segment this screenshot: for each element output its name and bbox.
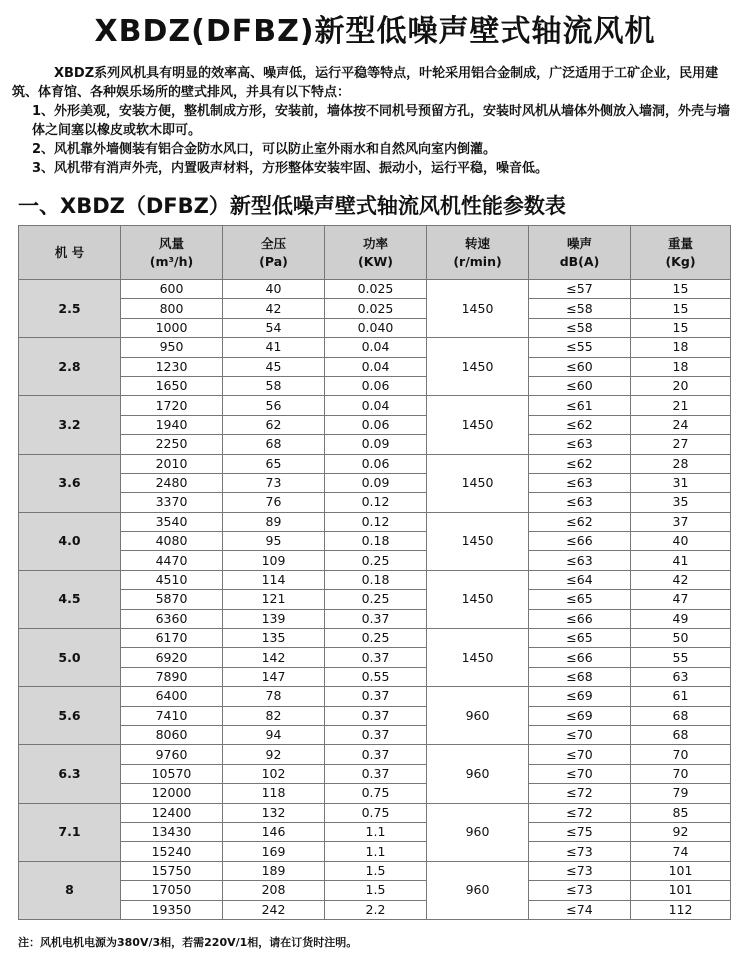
airflow-cell: 9760	[121, 745, 223, 764]
table-row	[19, 473, 731, 492]
weight-cell: 112	[631, 900, 731, 919]
pressure-cell: 89	[223, 512, 325, 531]
header-power: 功率 (KW)	[325, 226, 427, 280]
pressure-cell: 58	[223, 376, 325, 395]
speed-cell: 960	[427, 745, 529, 803]
noise-cell: ≤70	[529, 764, 631, 783]
airflow-cell: 2250	[121, 435, 223, 454]
noise-cell: ≤65	[529, 590, 631, 609]
table-row	[19, 318, 731, 337]
pressure-cell: 102	[223, 764, 325, 783]
power-cell: 0.04	[325, 396, 427, 415]
weight-cell: 41	[631, 551, 731, 570]
table-row	[19, 590, 731, 609]
weight-cell: 55	[631, 648, 731, 667]
pressure-cell: 146	[223, 822, 325, 841]
weight-cell: 85	[631, 803, 731, 822]
model-cell: 8	[19, 861, 121, 919]
power-cell: 1.1	[325, 822, 427, 841]
model-cell: 2.5	[19, 280, 121, 338]
weight-cell: 24	[631, 415, 731, 434]
pressure-cell: 56	[223, 396, 325, 415]
power-cell: 0.04	[325, 338, 427, 357]
pressure-cell: 76	[223, 493, 325, 512]
table-row	[19, 842, 731, 861]
airflow-cell: 4510	[121, 570, 223, 589]
airflow-cell: 1230	[121, 357, 223, 376]
power-cell: 0.025	[325, 299, 427, 318]
airflow-cell: 4080	[121, 532, 223, 551]
airflow-cell: 10570	[121, 764, 223, 783]
noise-cell: ≤63	[529, 473, 631, 492]
weight-cell: 40	[631, 532, 731, 551]
airflow-cell: 5870	[121, 590, 223, 609]
weight-cell: 92	[631, 822, 731, 841]
airflow-cell: 6170	[121, 629, 223, 648]
noise-cell: ≤63	[529, 551, 631, 570]
airflow-cell: 1000	[121, 318, 223, 337]
power-cell: 1.1	[325, 842, 427, 861]
footnote: 注：风机电机电源为380V/3相，若需220V/1相，请在订货时注明。	[18, 936, 358, 949]
power-cell: 0.37	[325, 745, 427, 764]
header-speed: 转速 (r/min)	[427, 226, 529, 280]
airflow-cell: 17050	[121, 881, 223, 900]
pressure-cell: 114	[223, 570, 325, 589]
airflow-cell: 4470	[121, 551, 223, 570]
noise-cell: ≤58	[529, 318, 631, 337]
noise-cell: ≤73	[529, 881, 631, 900]
airflow-cell: 8060	[121, 725, 223, 744]
weight-cell: 49	[631, 609, 731, 628]
power-cell: 1.5	[325, 861, 427, 880]
airflow-cell: 15750	[121, 861, 223, 880]
speed-cell: 960	[427, 803, 529, 861]
section-title: 一、XBDZ（DFBZ）新型低噪声壁式轴流风机性能参数表	[18, 194, 566, 218]
pressure-cell: 73	[223, 473, 325, 492]
airflow-cell: 1940	[121, 415, 223, 434]
speed-cell: 1450	[427, 280, 529, 338]
pressure-cell: 78	[223, 687, 325, 706]
noise-cell: ≤72	[529, 784, 631, 803]
airflow-cell: 1650	[121, 376, 223, 395]
power-cell: 1.5	[325, 881, 427, 900]
pressure-cell: 95	[223, 532, 325, 551]
airflow-cell: 12000	[121, 784, 223, 803]
power-cell: 0.37	[325, 706, 427, 725]
table-row	[19, 687, 731, 706]
page-title: XBDZ(DFBZ)新型低噪声壁式轴流风机	[94, 14, 656, 49]
table-row	[19, 648, 731, 667]
noise-cell: ≤66	[529, 532, 631, 551]
model-cell: 4.5	[19, 570, 121, 628]
pressure-cell: 118	[223, 784, 325, 803]
model-cell: 5.0	[19, 629, 121, 687]
weight-cell: 15	[631, 280, 731, 299]
header-airflow: 风量 (m³/h)	[121, 226, 223, 280]
power-cell: 0.37	[325, 648, 427, 667]
power-cell: 0.18	[325, 532, 427, 551]
model-cell: 7.1	[19, 803, 121, 861]
weight-cell: 31	[631, 473, 731, 492]
airflow-cell: 800	[121, 299, 223, 318]
weight-cell: 63	[631, 667, 731, 686]
table-row	[19, 629, 731, 648]
noise-cell: ≤61	[529, 396, 631, 415]
weight-cell: 15	[631, 318, 731, 337]
model-cell: 2.8	[19, 338, 121, 396]
pressure-cell: 62	[223, 415, 325, 434]
table-row	[19, 435, 731, 454]
pressure-cell: 132	[223, 803, 325, 822]
noise-cell: ≤74	[529, 900, 631, 919]
power-cell: 0.75	[325, 784, 427, 803]
table-row	[19, 609, 731, 628]
speed-cell: 960	[427, 687, 529, 745]
table-header-row	[19, 226, 731, 280]
table-row	[19, 493, 731, 512]
airflow-cell: 600	[121, 280, 223, 299]
power-cell: 0.25	[325, 590, 427, 609]
weight-cell: 79	[631, 784, 731, 803]
table-row	[19, 532, 731, 551]
intro-text	[12, 64, 742, 178]
performance-table	[18, 225, 731, 920]
model-cell: 3.2	[19, 396, 121, 454]
pressure-cell: 242	[223, 900, 325, 919]
header-noise: 噪声 dB(A)	[529, 226, 631, 280]
table-row	[19, 570, 731, 589]
weight-cell: 37	[631, 512, 731, 531]
airflow-cell: 2010	[121, 454, 223, 473]
weight-cell: 42	[631, 570, 731, 589]
pressure-cell: 45	[223, 357, 325, 376]
power-cell: 0.25	[325, 551, 427, 570]
model-cell: 5.6	[19, 687, 121, 745]
noise-cell: ≤60	[529, 376, 631, 395]
power-cell: 0.06	[325, 415, 427, 434]
noise-cell: ≤73	[529, 861, 631, 880]
power-cell: 2.2	[325, 900, 427, 919]
noise-cell: ≤69	[529, 687, 631, 706]
pressure-cell: 94	[223, 725, 325, 744]
speed-cell: 1450	[427, 338, 529, 396]
header-model: 机 号	[19, 226, 121, 280]
table-row	[19, 706, 731, 725]
weight-cell: 61	[631, 687, 731, 706]
noise-cell: ≤58	[529, 299, 631, 318]
power-cell: 0.12	[325, 493, 427, 512]
speed-cell: 1450	[427, 454, 529, 512]
speed-cell: 1450	[427, 396, 529, 454]
power-cell: 0.12	[325, 512, 427, 531]
weight-cell: 21	[631, 396, 731, 415]
weight-cell: 35	[631, 493, 731, 512]
airflow-cell: 6400	[121, 687, 223, 706]
noise-cell: ≤72	[529, 803, 631, 822]
airflow-cell: 2480	[121, 473, 223, 492]
noise-cell: ≤62	[529, 415, 631, 434]
noise-cell: ≤68	[529, 667, 631, 686]
weight-cell: 101	[631, 881, 731, 900]
weight-cell: 74	[631, 842, 731, 861]
pressure-cell: 189	[223, 861, 325, 880]
speed-cell: 1450	[427, 629, 529, 687]
noise-cell: ≤66	[529, 609, 631, 628]
table-row	[19, 338, 731, 357]
weight-cell: 18	[631, 357, 731, 376]
model-cell: 3.6	[19, 454, 121, 512]
power-cell: 0.09	[325, 473, 427, 492]
intro-paragraph: XBDZ系列风机具有明显的效率高、噪声低，运行平稳等特点，叶轮采用铝合金制成，广泛适用于工矿企业，民用建筑、体育馆、各种娱乐场所的壁式排风，并具有以下特点：	[12, 66, 719, 100]
weight-cell: 68	[631, 706, 731, 725]
noise-cell: ≤55	[529, 338, 631, 357]
airflow-cell: 6360	[121, 609, 223, 628]
pressure-cell: 169	[223, 842, 325, 861]
airflow-cell: 19350	[121, 900, 223, 919]
table-row	[19, 512, 731, 531]
table-row	[19, 415, 731, 434]
power-cell: 0.25	[325, 629, 427, 648]
table-row	[19, 667, 731, 686]
model-cell: 4.0	[19, 512, 121, 570]
speed-cell: 1450	[427, 570, 529, 628]
airflow-cell: 15240	[121, 842, 223, 861]
feature-item-3: 3、风机带有消声外壳，内置吸声材料，方形整体安装牢固、振动小，运行平稳，噪音低。	[32, 161, 549, 176]
pressure-cell: 54	[223, 318, 325, 337]
weight-cell: 27	[631, 435, 731, 454]
pressure-cell: 42	[223, 299, 325, 318]
feature-item-2: 2、风机靠外墙侧装有铝合金防水风口，可以防止室外雨水和自然风向室内倒灌。	[32, 142, 497, 157]
pressure-cell: 82	[223, 706, 325, 725]
table-body	[19, 280, 731, 920]
power-cell: 0.04	[325, 357, 427, 376]
noise-cell: ≤63	[529, 435, 631, 454]
weight-cell: 28	[631, 454, 731, 473]
noise-cell: ≤65	[529, 629, 631, 648]
weight-cell: 20	[631, 376, 731, 395]
weight-cell: 70	[631, 764, 731, 783]
weight-cell: 18	[631, 338, 731, 357]
power-cell: 0.09	[325, 435, 427, 454]
model-cell: 6.3	[19, 745, 121, 803]
airflow-cell: 1720	[121, 396, 223, 415]
table-row	[19, 396, 731, 415]
noise-cell: ≤73	[529, 842, 631, 861]
power-cell: 0.025	[325, 280, 427, 299]
noise-cell: ≤64	[529, 570, 631, 589]
power-cell: 0.75	[325, 803, 427, 822]
airflow-cell: 950	[121, 338, 223, 357]
power-cell: 0.040	[325, 318, 427, 337]
weight-cell: 50	[631, 629, 731, 648]
noise-cell: ≤63	[529, 493, 631, 512]
noise-cell: ≤60	[529, 357, 631, 376]
table-row	[19, 881, 731, 900]
noise-cell: ≤70	[529, 745, 631, 764]
table-row	[19, 376, 731, 395]
pressure-cell: 40	[223, 280, 325, 299]
power-cell: 0.37	[325, 687, 427, 706]
pressure-cell: 142	[223, 648, 325, 667]
feature-item-1: 1、外形美观，安装方便，整机制成方形，安装前，墙体按不同机号预留方孔，安装时风机从墙体外侧放入墙洞，外壳与墙体之间塞以橡皮或软木即可。	[32, 104, 731, 138]
weight-cell: 101	[631, 861, 731, 880]
table-row	[19, 803, 731, 822]
header-weight: 重量 (Kg)	[631, 226, 731, 280]
table-row	[19, 745, 731, 764]
table-row	[19, 299, 731, 318]
table-row	[19, 725, 731, 744]
airflow-cell: 7410	[121, 706, 223, 725]
noise-cell: ≤69	[529, 706, 631, 725]
pressure-cell: 68	[223, 435, 325, 454]
noise-cell: ≤57	[529, 280, 631, 299]
pressure-cell: 41	[223, 338, 325, 357]
weight-cell: 15	[631, 299, 731, 318]
power-cell: 0.37	[325, 609, 427, 628]
pressure-cell: 121	[223, 590, 325, 609]
power-cell: 0.06	[325, 454, 427, 473]
pressure-cell: 65	[223, 454, 325, 473]
noise-cell: ≤62	[529, 454, 631, 473]
pressure-cell: 92	[223, 745, 325, 764]
pressure-cell: 139	[223, 609, 325, 628]
table-row	[19, 900, 731, 919]
power-cell: 0.37	[325, 725, 427, 744]
table-row	[19, 822, 731, 841]
power-cell: 0.18	[325, 570, 427, 589]
airflow-cell: 7890	[121, 667, 223, 686]
airflow-cell: 6920	[121, 648, 223, 667]
table-row	[19, 764, 731, 783]
table-row	[19, 357, 731, 376]
airflow-cell: 13430	[121, 822, 223, 841]
noise-cell: ≤62	[529, 512, 631, 531]
power-cell: 0.06	[325, 376, 427, 395]
noise-cell: ≤70	[529, 725, 631, 744]
header-pressure: 全压 (Pa)	[223, 226, 325, 280]
speed-cell: 1450	[427, 512, 529, 570]
pressure-cell: 147	[223, 667, 325, 686]
weight-cell: 68	[631, 725, 731, 744]
table-row	[19, 784, 731, 803]
pressure-cell: 208	[223, 881, 325, 900]
weight-cell: 70	[631, 745, 731, 764]
airflow-cell: 12400	[121, 803, 223, 822]
speed-cell: 960	[427, 861, 529, 919]
weight-cell: 47	[631, 590, 731, 609]
noise-cell: ≤75	[529, 822, 631, 841]
table-row	[19, 861, 731, 880]
noise-cell: ≤66	[529, 648, 631, 667]
pressure-cell: 135	[223, 629, 325, 648]
power-cell: 0.37	[325, 764, 427, 783]
power-cell: 0.55	[325, 667, 427, 686]
table-row	[19, 551, 731, 570]
airflow-cell: 3370	[121, 493, 223, 512]
pressure-cell: 109	[223, 551, 325, 570]
airflow-cell: 3540	[121, 512, 223, 531]
table-row	[19, 454, 731, 473]
table-row	[19, 280, 731, 299]
